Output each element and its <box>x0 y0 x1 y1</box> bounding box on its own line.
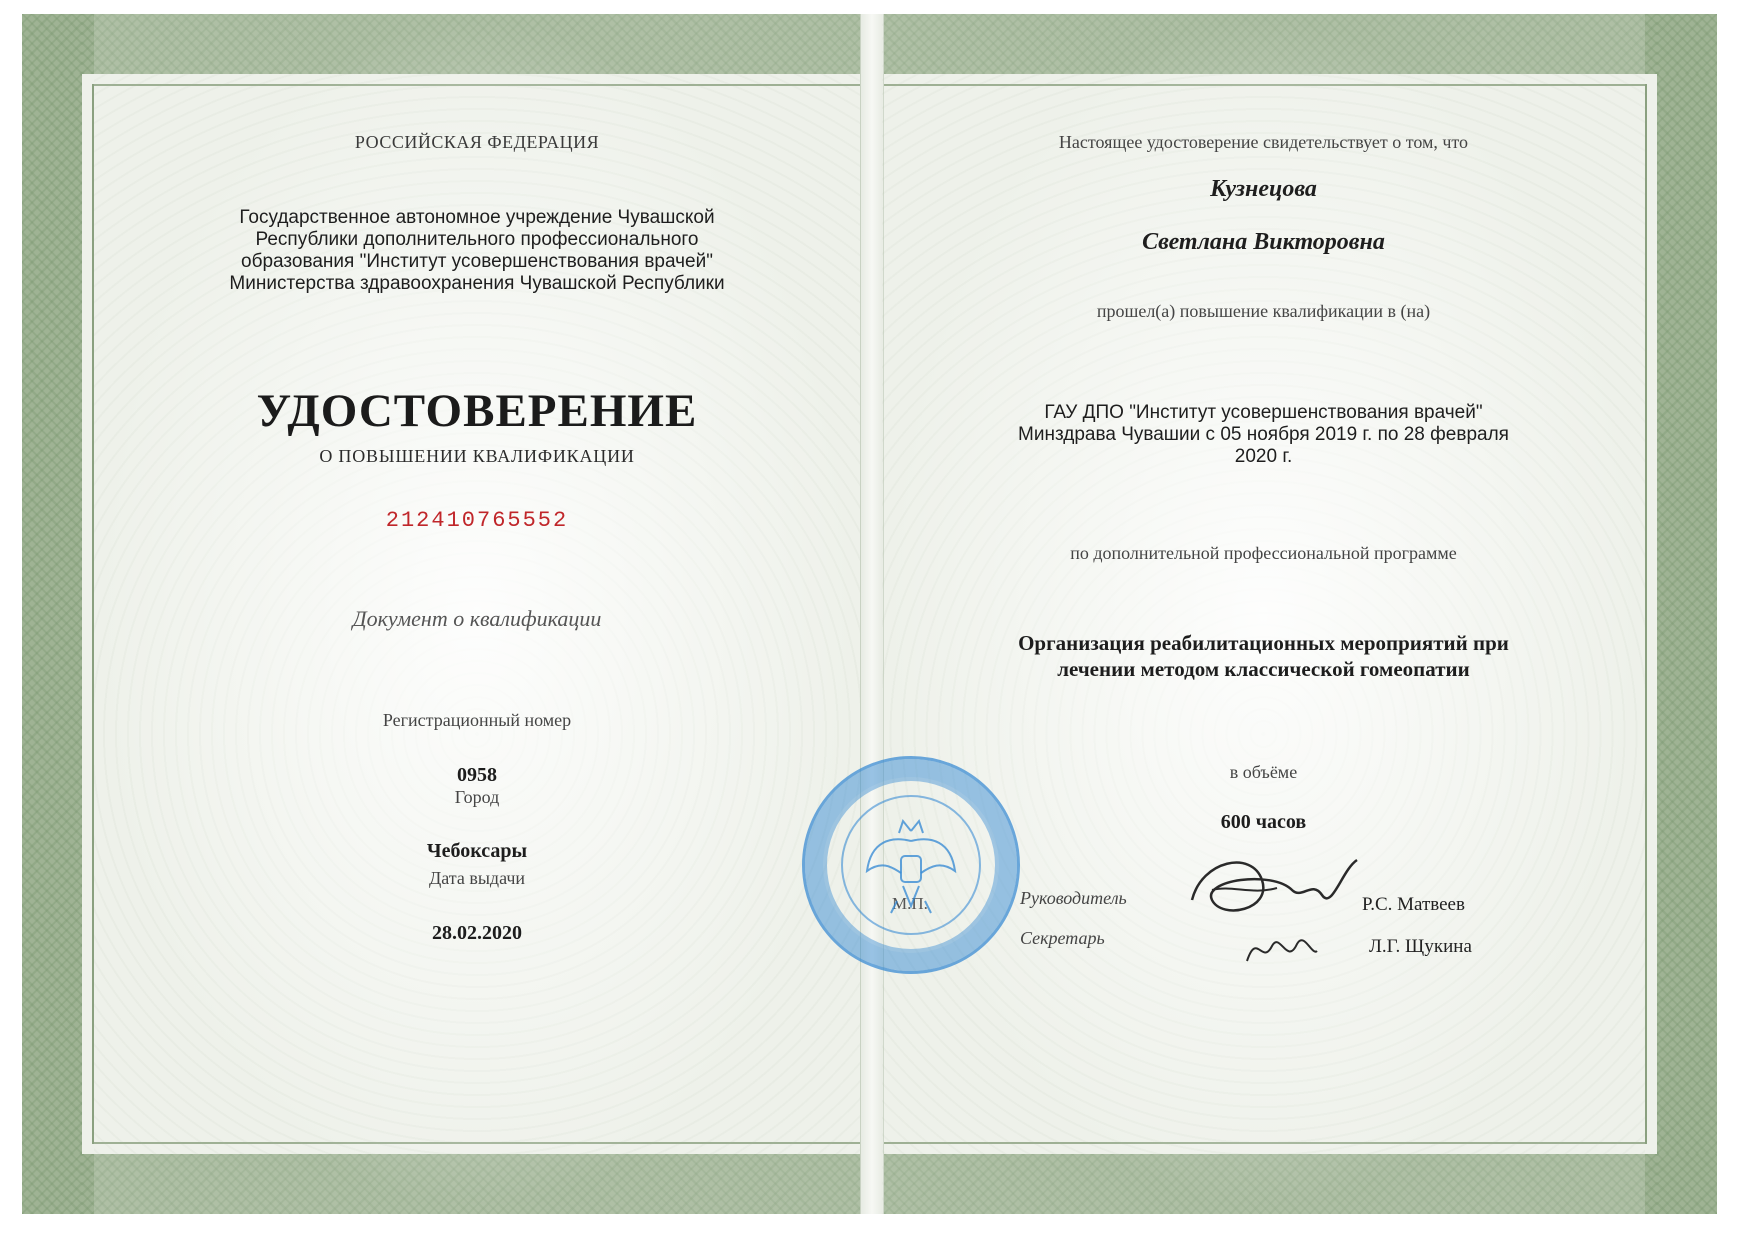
city-label: Город <box>454 787 500 807</box>
secretary-name: Л.Г. Щукина <box>1369 936 1472 957</box>
center-fold <box>860 14 884 1214</box>
intro-text: Настоящее удостоверение свидетельствует о том, что <box>1058 132 1469 152</box>
secretary-signature <box>1242 926 1322 976</box>
head-role: Руководитель <box>1020 888 1127 908</box>
document-title: УДОСТОВЕРЕНИЕ <box>256 385 698 437</box>
program-label: по дополнительной профессиональной программе <box>1070 543 1457 563</box>
document-subtitle: О ПОВЫШЕНИИ КВАЛИФИКАЦИИ <box>319 446 635 466</box>
volume-value: 600 часов <box>1220 811 1307 833</box>
country-label: РОССИЙСКАЯ ФЕДЕРАЦИЯ <box>354 132 600 152</box>
volume-label: в объёме <box>1229 762 1298 782</box>
organization-line-4: Министерства здравоохранения Чувашской Республики <box>229 273 725 294</box>
registration-label: Регистрационный номер <box>382 710 572 730</box>
holder-surname: Кузнецова <box>1210 176 1317 202</box>
program-line-1: Организация реабилитационных мероприятий при <box>1018 631 1509 655</box>
official-stamp <box>802 756 1020 974</box>
secretary-role: Секретарь <box>1020 928 1105 948</box>
issue-date: 28.02.2020 <box>432 922 522 944</box>
institution-line-2: Минздрава Чувашии с 05 ноября 2019 г. по 28 февраля <box>1018 424 1509 445</box>
organization-line-1: Государственное автономное учреждение Чувашской <box>239 207 715 228</box>
coat-of-arms-icon <box>861 811 961 921</box>
institution-line-3: 2020 г. <box>1234 446 1293 467</box>
seal-label: М.П. <box>892 894 928 913</box>
serial-number: 212410765552 <box>385 508 569 533</box>
institution-line-1: ГАУ ДПО "Институт усовершенствования врачей" <box>1044 402 1483 423</box>
head-signature <box>1182 840 1372 940</box>
issue-date-label: Дата выдачи <box>428 868 526 888</box>
program-line-2: лечении методом классической гомеопатии <box>1057 657 1470 681</box>
certificate <box>22 14 1717 1214</box>
head-name: Р.С. Матвеев <box>1362 894 1465 915</box>
passed-text: прошел(а) повышение квалификации в (на) <box>1096 301 1431 321</box>
organization-line-3: образования "Институт усовершенствования врачей" <box>241 251 713 272</box>
registration-number: 0958 <box>457 764 497 786</box>
right-page <box>882 14 1645 1214</box>
document-type: Документ о квалификации <box>352 606 602 631</box>
left-page <box>94 14 860 1214</box>
city-value: Чебоксары <box>426 840 528 862</box>
holder-given-names: Светлана Викторовна <box>1142 229 1385 255</box>
organization-line-2: Республики дополнительного профессионального <box>255 229 699 250</box>
